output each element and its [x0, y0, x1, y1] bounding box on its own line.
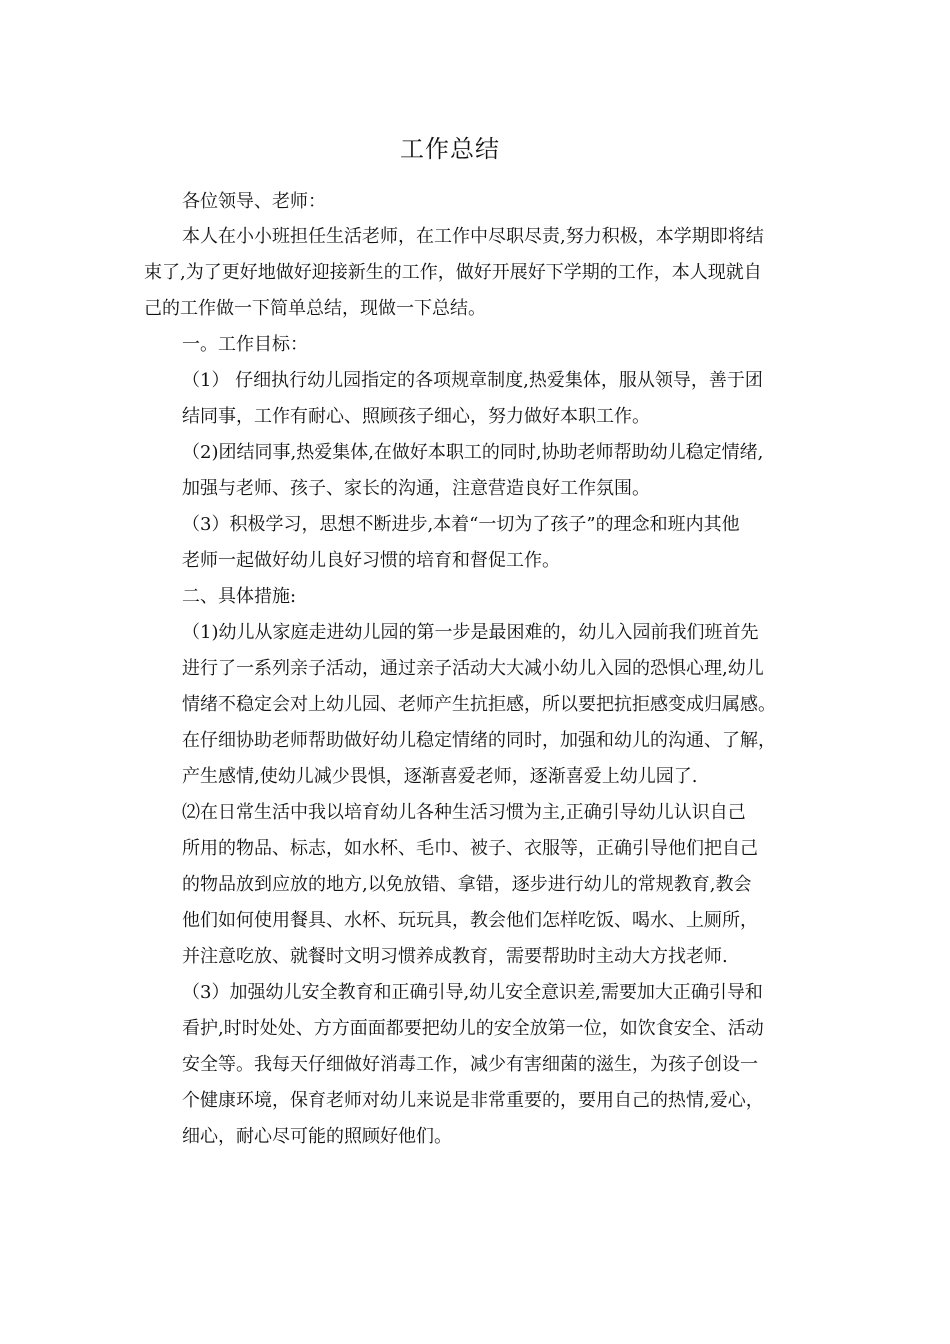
intro-line-2: 束了,为了更好地做好迎接新生的工作，做好开展好下学期的工作，本人现就自 [144, 262, 762, 283]
measure-2-line-1: ⑵在日常生活中我以培育幼儿各种生活习惯为主,正确引导幼儿认识自己 [182, 802, 746, 823]
section1-heading: 一。工作目标： [182, 334, 308, 355]
goal-1-line-2: 结同事，工作有耐心、照顾孩子细心，努力做好本职工作。 [182, 406, 650, 427]
intro-line-1: 本人在小小班担任生活老师，在工作中尽职尽责,努力积极，本学期即将结 [182, 226, 764, 247]
measure-3-line-1: （3）加强幼儿安全教育和正确引导,幼儿安全意识差,需要加大正确引导和 [182, 982, 763, 1003]
measure-2-line-2: 所用的物品、标志，如水杯、毛巾、被子、衣服等，正确引导他们把自己 [182, 838, 758, 859]
document-title: 工作总结 [400, 135, 500, 163]
measure-1-line-3: 情绪不稳定会对上幼儿园、老师产生抗拒感，所以要把抗拒感变成归属感。 [182, 694, 776, 715]
measure-1-line-1: （1)幼儿从家庭走进幼儿园的第一步是最困难的，幼儿入园前我们班首先 [182, 622, 759, 643]
goal-3-line-2: 老师一起做好幼儿良好习惯的培育和督促工作。 [182, 550, 560, 571]
intro-line-3: 己的工作做一下简单总结，现做一下总结。 [144, 298, 486, 319]
measure-1-line-5: 产生感情,使幼儿减少畏惧，逐渐喜爱老师，逐渐喜爱上幼儿园了. [182, 766, 698, 787]
measure-1-line-4: 在仔细协助老师帮助做好幼儿稳定情绪的同时，加强和幼儿的沟通、了解， [182, 730, 776, 751]
measure-3-line-3: 安全等。我每天仔细做好消毒工作，减少有害细菌的滋生，为孩子创设一 [182, 1054, 758, 1075]
salutation: 各位领导、老师： [182, 191, 326, 212]
measure-3-line-5: 细心，耐心尽可能的照顾好他们。 [182, 1126, 452, 1147]
goal-1-line-1: （1） 仔细执行幼儿园指定的各项规章制度,热爱集体，服从领导，善于团 [182, 370, 763, 391]
goal-3-line-1: （3）积极学习，思想不断进步,本着“一切为了孩子”的理念和班内其他 [182, 514, 740, 535]
measure-2-line-4: 他们如何使用餐具、水杯、玩玩具，教会他们怎样吃饭、喝水、上厕所， [182, 910, 758, 931]
section2-heading: 二、具体措施: [182, 586, 297, 607]
goal-2-line-2: 加强与老师、孩子、家长的沟通，注意营造良好工作氛围。 [182, 478, 650, 499]
measure-2-line-3: 的物品放到应放的地方,以免放错、拿错，逐步进行幼儿的常规教育,教会 [182, 874, 752, 895]
measure-3-line-2: 看护,时时处处、方方面面都要把幼儿的安全放第一位，如饮食安全、活动 [182, 1018, 764, 1039]
measure-2-line-5: 并注意吃放、就餐时文明习惯养成教育，需要帮助时主动大方找老师. [182, 946, 728, 967]
measure-3-line-4: 个健康环境，保育老师对幼儿来说是非常重要的，要用自己的热情,爱心， [182, 1090, 764, 1111]
goal-2-line-1: （2)团结同事,热爱集体,在做好本职工的同时,协助老师帮助幼儿稳定情绪, [182, 442, 764, 463]
measure-1-line-2: 进行了一系列亲子活动，通过亲子活动大大减小幼儿入园的恐惧心理,幼儿 [182, 658, 764, 679]
